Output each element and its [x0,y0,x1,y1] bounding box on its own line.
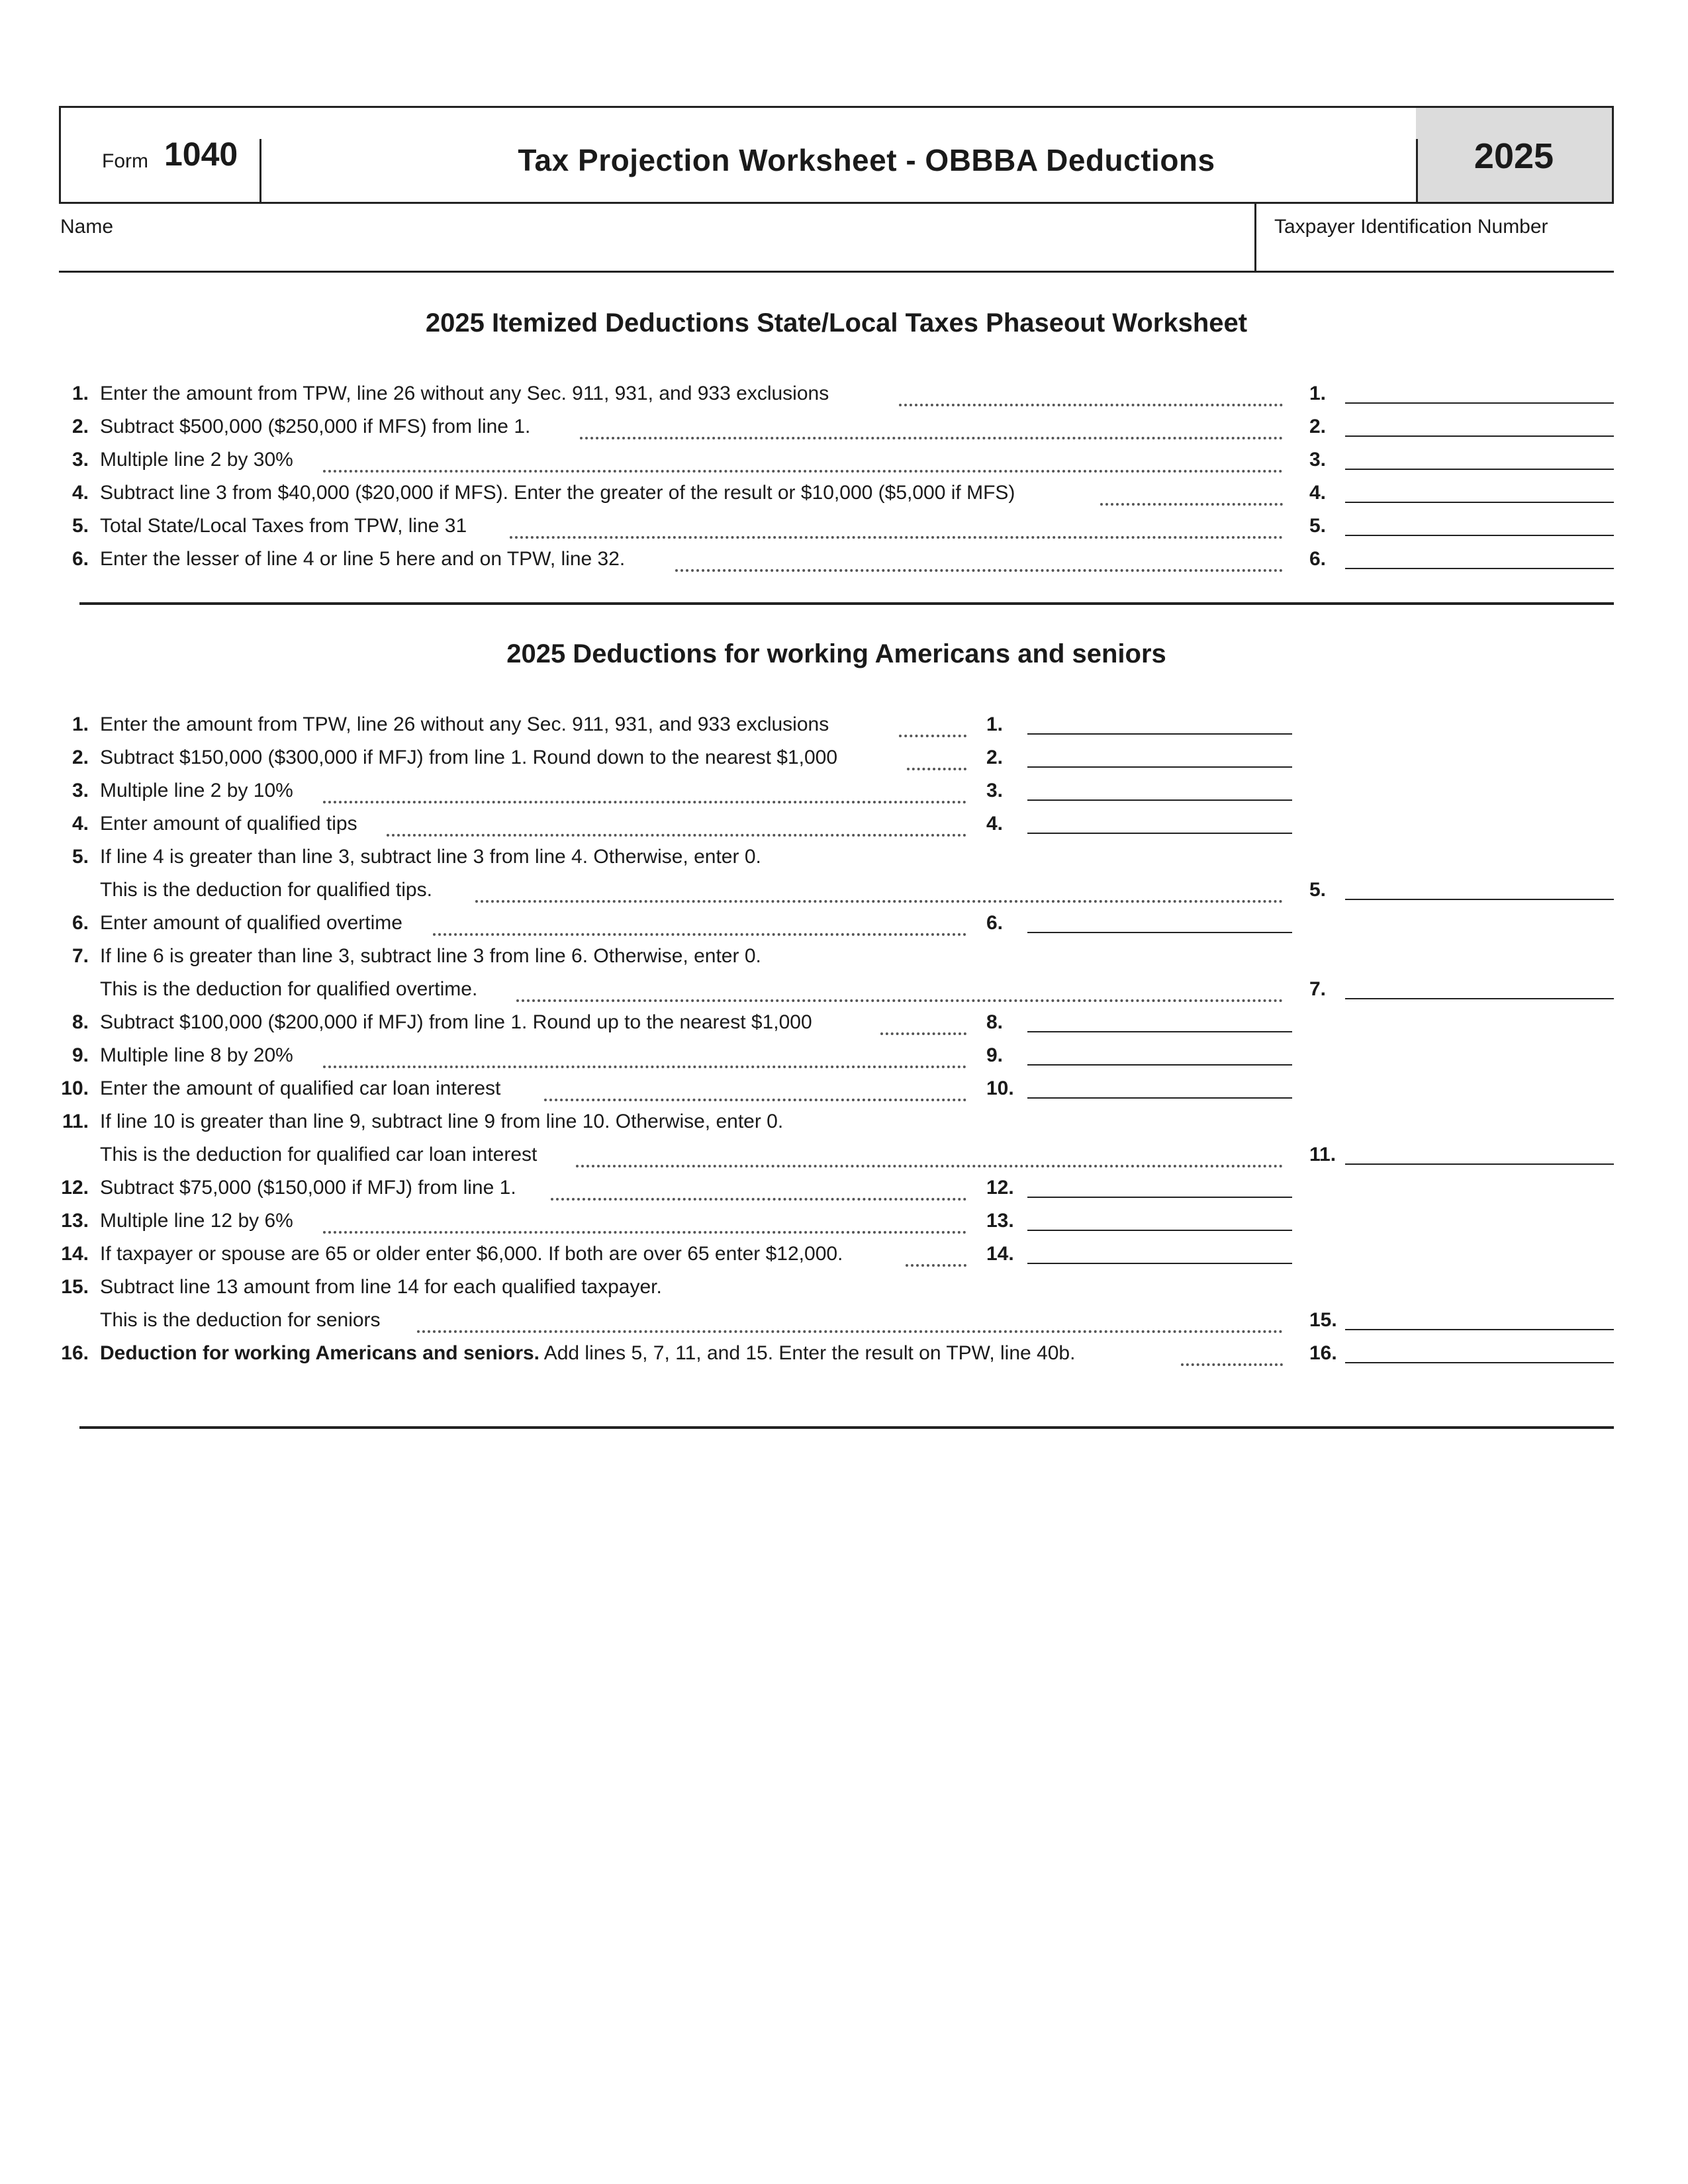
dot-leader [1181,1345,1283,1366]
s1-line-2-field[interactable] [1345,412,1614,437]
s2-line-11-field[interactable] [1345,1140,1614,1165]
dot-leader [417,1312,1283,1333]
line-text: Subtract line 3 from $40,000 ($20,000 if MFS). Enter the greater of the result or $10,000 ($5,000 if MFS) [100,482,1015,504]
section-divider [79,602,1614,605]
dot-leader [906,1246,966,1267]
name-input[interactable] [61,245,1250,269]
line-text: Enter the amount from TPW, line 26 without any Sec. 911, 931, and 933 exclusions [100,383,829,404]
section2-title: 2025 Deductions for working Americans and seniors [506,639,1166,668]
line-text-rest: Add lines 5, 7, 11, and 15. Enter the result on TPW, line 40b. [539,1342,1076,1364]
form-number: 1040 [164,136,238,173]
line-text: Subtract $500,000 ($250,000 if MFS) from line 1. [100,416,531,437]
line-text: Subtract $75,000 ($150,000 if MFJ) from line 1. [100,1177,516,1199]
line-number: 13. [61,1210,89,1232]
line-ref: 7. [1309,978,1327,1000]
s1-line-1-field[interactable] [1345,379,1614,404]
s1-line-4-field[interactable] [1345,478,1614,503]
dot-leader [323,1212,966,1234]
line-ref: 13. [986,1210,1014,1232]
line-text: If line 6 is greater than line 3, subtract line 3 from line 6. Otherwise, enter 0. [100,945,761,967]
line-number: 11. [62,1111,89,1132]
s2-line-6-field[interactable] [1027,908,1292,933]
line-ref: 2. [1309,416,1327,437]
s1-line-6-field[interactable] [1345,544,1614,569]
dot-leader [475,882,1283,903]
line-number: 1. [71,713,89,735]
line-number: 7. [71,945,89,967]
dot-leader [323,1047,966,1068]
name-field-label: Name [60,216,114,238]
tax-year: 2025 [1474,136,1554,176]
line-number: 8. [71,1011,89,1033]
dot-leader [580,418,1283,439]
line-ref: 5. [1309,515,1327,537]
dot-leader [433,915,966,936]
header-divider [259,139,261,204]
line-text: This is the deduction for qualified car loan interest [100,1144,538,1165]
line-number: 10. [61,1077,89,1099]
line-number: 3. [71,449,89,471]
line-ref: 8. [986,1011,1004,1033]
section1-title: 2025 Itemized Deductions State/Local Taxes Phaseout Worksheet [425,308,1248,338]
dot-leader [1100,484,1283,506]
s2-line-13-field[interactable] [1027,1206,1292,1231]
s2-line-7-field[interactable] [1345,974,1614,999]
s2-line-12-field[interactable] [1027,1173,1292,1198]
line-number: 6. [71,548,89,570]
line-number: 4. [71,813,89,835]
line-ref: 5. [1309,879,1327,901]
line-ref: 11. [1309,1144,1336,1165]
s2-line-1-field[interactable] [1027,709,1292,735]
dot-leader [323,782,966,803]
s2-line-14-field[interactable] [1027,1239,1292,1264]
line-ref: 6. [1309,548,1327,570]
line-number: 1. [71,383,89,404]
line-ref: 1. [986,713,1004,735]
line-number: 16. [61,1342,89,1364]
line-ref: 3. [1309,449,1327,471]
line-text: This is the deduction for seniors [100,1309,381,1331]
line-number: 6. [71,912,89,934]
dot-leader [880,1014,966,1035]
line-text: Total State/Local Taxes from TPW, line 31 [100,515,467,537]
line-text: Enter the amount from TPW, line 26 without any Sec. 911, 931, and 933 exclusions [100,713,829,735]
dot-leader [323,451,1283,473]
form-label: Form [102,150,148,172]
dot-leader [675,551,1283,572]
line-ref: 2. [986,747,1004,768]
s2-line-5-field[interactable] [1345,875,1614,900]
line-ref: 16. [1309,1342,1337,1364]
s2-line-4-field[interactable] [1027,809,1292,834]
line-ref: 4. [986,813,1004,835]
line-text: Multiple line 2 by 10% [100,780,293,801]
line-text: Enter the amount of qualified car loan interest [100,1077,501,1099]
tin-field-label: Taxpayer Identification Number [1274,216,1548,238]
line-ref: 3. [986,780,1004,801]
s2-line-2-field[interactable] [1027,743,1292,768]
s2-line-10-field[interactable] [1027,1073,1292,1099]
dot-leader [551,1179,966,1201]
line-text: This is the deduction for qualified overtime. [100,978,478,1000]
line-ref: 6. [986,912,1004,934]
s2-line-16-field[interactable] [1345,1338,1614,1363]
dot-leader [510,518,1283,539]
line-ref: 12. [986,1177,1014,1199]
line-text: Multiple line 12 by 6% [100,1210,293,1232]
line-ref: 14. [986,1243,1014,1265]
tax-year-box [1416,108,1612,202]
line-text: Subtract line 13 amount from line 14 for each qualified taxpayer. [100,1276,662,1298]
line-ref: 9. [986,1044,1004,1066]
dot-leader [899,716,966,737]
s2-line-9-field[interactable] [1027,1040,1292,1066]
line-number: 2. [71,416,89,437]
line-number: 14. [61,1243,89,1265]
line-text-bold: Deduction for working Americans and seniors. [100,1342,540,1364]
line-text: If taxpayer or spouse are 65 or older enter $6,000. If both are over 65 enter $12,000. [100,1243,843,1265]
line-ref: 10. [986,1077,1014,1099]
tin-input[interactable] [1256,245,1614,269]
page-title: Tax Projection Worksheet - OBBBA Deductions [518,143,1215,177]
line-number: 4. [71,482,89,504]
s2-line-3-field[interactable] [1027,776,1292,801]
line-text: Subtract $150,000 ($300,000 if MFJ) from line 1. Round down to the nearest $1,000 [100,747,838,768]
line-text: Enter amount of qualified tips [100,813,357,835]
line-text: Enter the lesser of line 4 or line 5 here and on TPW, line 32. [100,548,626,570]
s1-line-3-field[interactable] [1345,445,1614,470]
line-number: 5. [71,515,89,537]
line-text: Multiple line 2 by 30% [100,449,293,471]
line-number: 9. [71,1044,89,1066]
line-text: If line 4 is greater than line 3, subtract line 3 from line 4. Otherwise, enter 0. [100,846,761,868]
line-number: 2. [71,747,89,768]
line-ref: 4. [1309,482,1327,504]
dot-leader [576,1146,1283,1167]
line-number: 5. [71,846,89,868]
line-number: 3. [71,780,89,801]
section-divider [79,1426,1614,1429]
line-number: 12. [61,1177,89,1199]
line-text: Subtract $100,000 ($200,000 if MFJ) from line 1. Round up to the nearest $1,000 [100,1011,812,1033]
line-number: 15. [61,1276,89,1298]
line-text: Multiple line 8 by 20% [100,1044,293,1066]
dot-leader [899,385,1283,406]
dot-leader [387,815,966,837]
line-ref: 15. [1309,1309,1337,1331]
dot-leader [544,1080,966,1101]
line-text: This is the deduction for qualified tips. [100,879,432,901]
line-text: If line 10 is greater than line 9, subtract line 9 from line 10. Otherwise, enter 0. [100,1111,784,1132]
line-ref: 1. [1309,383,1327,404]
s2-line-15-field[interactable] [1345,1305,1614,1330]
line-text: Enter amount of qualified overtime [100,912,402,934]
dot-leader [516,981,1283,1002]
line-text [100,1337,1075,1370]
s2-line-8-field[interactable] [1027,1007,1292,1032]
dot-leader [907,749,966,770]
s1-line-5-field[interactable] [1345,511,1614,536]
form-header [59,106,1614,204]
